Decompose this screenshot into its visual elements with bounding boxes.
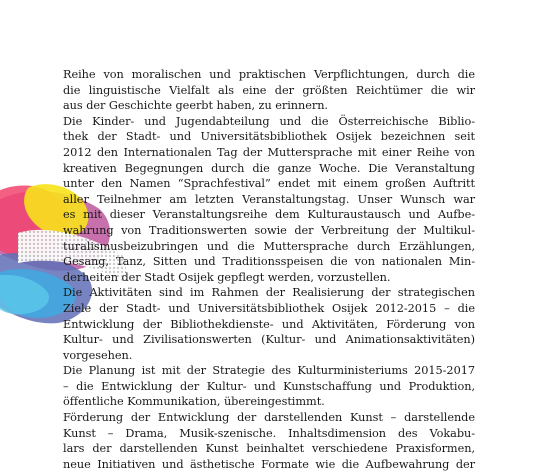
text-line: Entwicklung der Bibliothekdienste- und Aktivitäten, Förderung von: [63, 317, 475, 331]
text-line: Kultur- und Zivilisationswerten (Kultur- und Animationsaktivitäten): [63, 333, 475, 347]
text-line: unter den Namen “Sprachfestival” endet mit einem großen Auftritt: [63, 177, 475, 191]
text-line: turalismusbeizubringen und die Muttersprache durch Erzählungen,: [63, 239, 475, 253]
text-line: thek der Stadt- und Universitätsbibliothek Osijek bezeichnen seit: [63, 130, 475, 144]
text-line: lars der darstellenden Kunst beinhaltet verschiedene Praxisformen,: [63, 442, 475, 456]
text-line: öffentliche Kommunikation, übereingestimmt.: [63, 395, 325, 409]
text-line: Kunst – Drama, Musik-szenische. Inhaltsdimension des Vokabu-: [63, 426, 475, 440]
text-line: Die Kinder- und Jugendabteilung und die Österreichische Biblio-: [63, 114, 475, 128]
text-line: derheiten der Stadt Osijek gepflegt werden, vorzustellen.: [63, 270, 391, 284]
text-line: Ziele der Stadt- und Universitätsbibliothek Osijek 2012-2015 – die: [63, 301, 475, 315]
text-line: es mit dieser Veranstaltungsreihe dem Kulturaustausch und Aufbe-: [63, 208, 475, 222]
text-line: wahrung von Traditionswerten sowie der Verbreitung der Multikul-: [63, 223, 475, 237]
text-line: Gesang, Tanz, Sitten und Traditionsspeisen die von nationalen Min-: [63, 255, 475, 269]
text-line: die linguistische Vielfalt als eine der größten Reichtümer die wir: [63, 83, 475, 97]
text-line: Förderung der Entwicklung der darstellenden Kunst – darstellende: [63, 411, 475, 425]
text-line: aus der Geschichte geerbt haben, zu erinnern.: [63, 99, 328, 113]
text-line: aller Teilnehmer am letzten Veranstaltungstag. Unser Wunsch war: [63, 192, 475, 206]
text-line: vorgesehen.: [63, 348, 133, 362]
text-line: Die Planung ist mit der Strategie des Kulturministeriums 2015-2017: [63, 364, 475, 378]
text-line: neue Initiativen und ästhetische Formate wie die Aufbewahrung der: [63, 457, 475, 471]
text-line: – die Entwicklung der Kultur- und Kunstschaffung und Produktion,: [63, 379, 475, 393]
text-line: kreativen Begegnungen durch die ganze Woche. Die Veranstaltung: [63, 161, 475, 175]
text-line: 2012 den Internationalen Tag der Muttersprache mit einer Reihe von: [63, 145, 475, 159]
text-line: Die Aktivitäten sind im Rahmen der Realisierung der strategischen: [63, 286, 475, 300]
body-text: [63, 67, 475, 472]
text-line: Reihe von moralischen und praktischen Verpflichtungen, durch die: [63, 68, 475, 81]
